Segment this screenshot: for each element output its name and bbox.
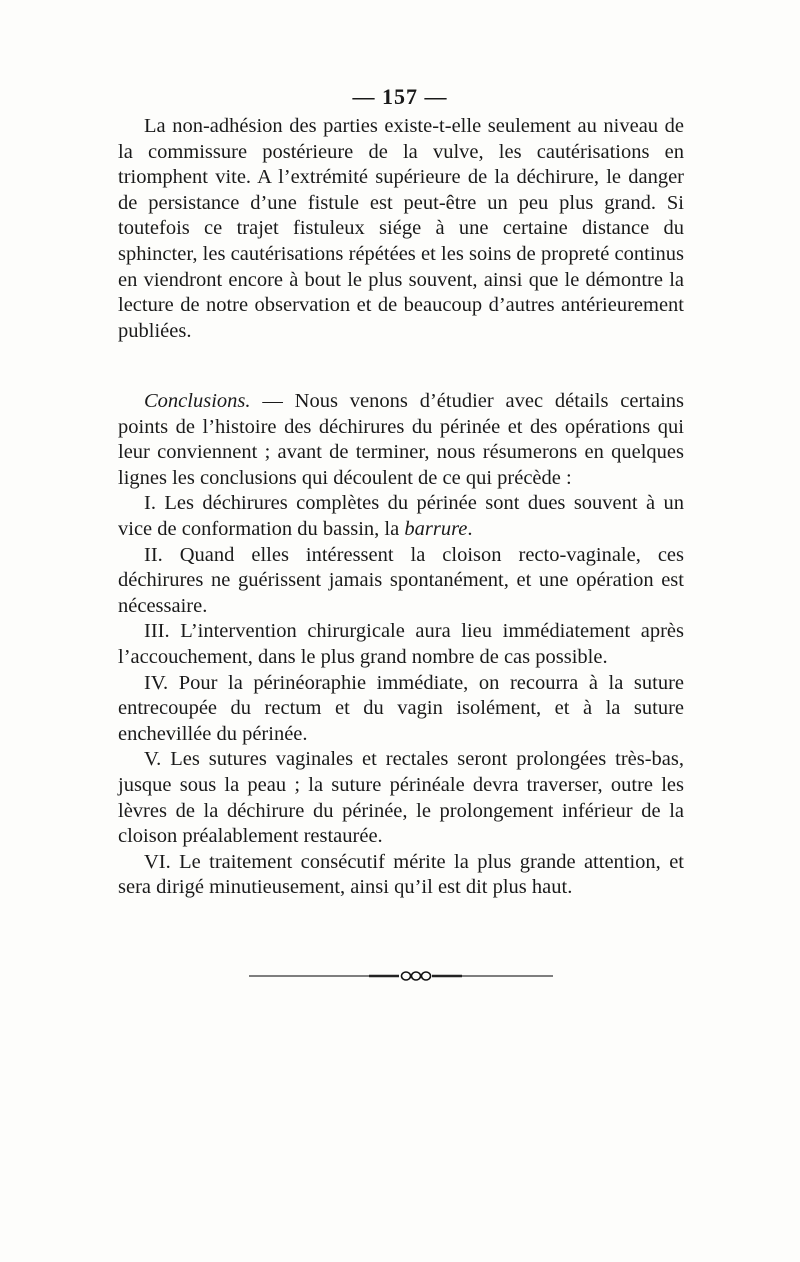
conclusion-item-1-end: . <box>467 517 473 540</box>
conclusion-item-6-text: VI. Le traitement consécutif mérite la plus grande attention, et sera dirigé minutieusement, ainsi qu’il est dit plus haut. <box>118 850 684 899</box>
conclusions-section <box>118 389 684 901</box>
conclusion-item-4-text: IV. Pour la périnéoraphie immédiate, on recourra à la suture entrecoupée du rectum et du vagin isolément, et à la suture enchevillée du périnée. <box>118 671 684 745</box>
page-number: — 157 — <box>352 84 448 109</box>
conclusion-item-4 <box>118 671 684 748</box>
conclusions-heading: Conclusions. <box>144 390 251 412</box>
conclusion-item-1-text: I. Les déchirures complètes du périnée sont dues souvent à un vice de conformation du bassin, la <box>118 492 684 540</box>
conclusion-item-5 <box>118 747 684 849</box>
conclusion-item-5-text: V. Les sutures vaginales et rectales seront prolongées très-bas, jusque sous la peau ; la suture périnéale devra traverser, outre les lèvres de la déchirure du périnée, le prolongement inférieur de la cloison préalablement restaurée. <box>118 748 684 848</box>
conclusion-item-2 <box>118 543 684 620</box>
conclusion-item-6 <box>118 850 684 901</box>
conclusion-item-2-text: II. Quand elles intéressent la cloison recto-vaginale, ces déchirures ne guérissent jamais spontanément, et une opération est nécessaire. <box>118 543 684 617</box>
conclusion-item-3-text: III. L’intervention chirurgicale aura lieu immédiatement après l’accouchement, dans le plus grand nombre de cas possible. <box>118 620 684 668</box>
conclusion-item-3 <box>118 619 684 670</box>
paragraph-fistula: La non-adhésion des parties existe-t-elle seulement au niveau de la commissure postérieure de la vulve, les cautérisations en triomphent vite. A l’extrémité supérieure de la déchirure, le danger de persistance d’une fistule est peut-être un peu plus grand. Si toutefois ce trajet fistuleux siége à une certaine distance du sphincter, les cautérisations répétées et les soins de propreté continus en viendront encore à bout le plus souvent, ainsi que le démontre la lecture de notre observation et de beaucoup d’autres antérieurement publiées. <box>118 115 684 342</box>
body-text-top <box>118 114 684 344</box>
decorative-rule-icon <box>249 970 553 982</box>
conclusions-intro-paragraph <box>118 389 684 491</box>
conclusion-item-1 <box>118 491 684 542</box>
conclusion-item-1-term: barrure <box>404 517 468 540</box>
conclusions-intro: — Nous venons d’étudier avec détails certains points de l’histoire des déchirures du périnée et des opérations qui leur conviennent ; avant de terminer, nous résumerons en quelques lignes les conclusions qui découlent de ce qui précède : <box>118 390 684 489</box>
